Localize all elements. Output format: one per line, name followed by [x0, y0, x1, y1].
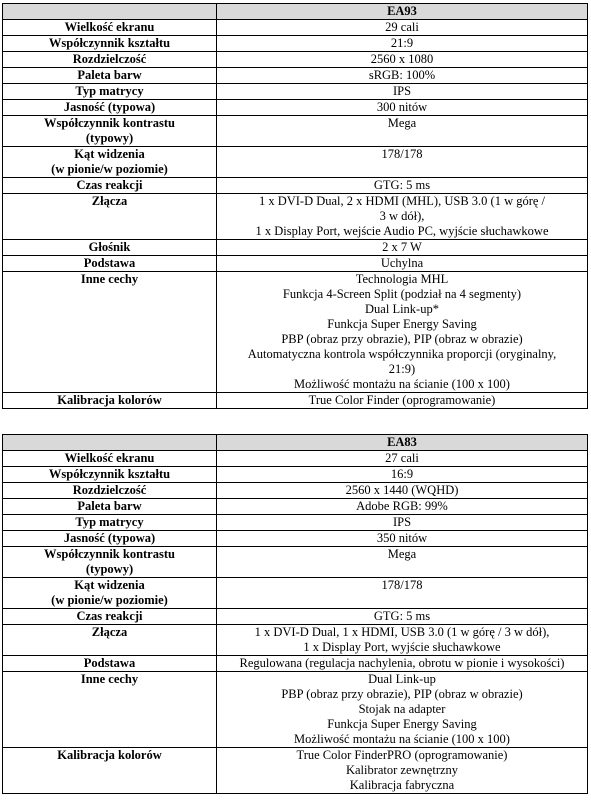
spec-value-line: 21:9	[390, 36, 414, 50]
spec-label	[3, 256, 217, 272]
spec-table-ea83	[2, 434, 588, 794]
spec-value-line: Możliwość montażu na ścianie (100 x 100)	[294, 377, 510, 391]
spec-value-line: 21:9)	[388, 362, 416, 376]
spec-value-line: 1 x DVI-D Dual, 2 x HDMI (MHL), USB 3.0 (1 w górę /	[258, 194, 546, 208]
spec-label	[3, 451, 217, 467]
spec-label-line: Kalibracja kolorów	[57, 393, 162, 407]
spec-label	[3, 178, 217, 194]
spec-value	[217, 272, 588, 393]
spec-value-line: Mega	[387, 547, 417, 561]
spec-value-line: 29 cali	[385, 20, 419, 34]
table-row	[3, 116, 588, 147]
table-row	[3, 748, 588, 794]
spec-label	[3, 499, 217, 515]
spec-value-line: 2560 x 1080	[370, 52, 434, 66]
spec-value	[217, 194, 588, 240]
spec-value-line: Adobe RGB: 99%	[356, 499, 448, 513]
spec-label-line: Rozdzielczość	[72, 483, 147, 497]
spec-label	[3, 393, 217, 409]
spec-value-line: Dual Link-up	[368, 672, 436, 686]
table-row	[3, 68, 588, 84]
table-row	[3, 467, 588, 483]
spec-value	[217, 499, 588, 515]
spec-label-line: (w pionie/w poziomie)	[51, 162, 168, 176]
spec-label-line: Paleta barw	[77, 499, 142, 513]
spec-value	[217, 84, 588, 100]
spec-value	[217, 178, 588, 194]
table-row	[3, 499, 588, 515]
spec-table-body	[3, 20, 588, 409]
spec-value-line: Możliwość montażu na ścianie (100 x 100)	[294, 732, 510, 746]
spec-value	[217, 625, 588, 656]
table-row	[3, 578, 588, 609]
table-row	[3, 625, 588, 656]
spec-value-line: 2 x 7 W	[382, 240, 422, 254]
spec-value-line: 27 cali	[385, 451, 419, 465]
spec-value-line: 16:9	[390, 467, 414, 481]
spec-label-line: Wielkość ekranu	[64, 451, 155, 465]
table-row	[3, 147, 588, 178]
spec-label	[3, 20, 217, 36]
spec-value-line: True Color Finder (oprogramowanie)	[308, 393, 496, 407]
spec-table-body	[3, 451, 588, 794]
spec-label	[3, 467, 217, 483]
spec-value	[217, 515, 588, 531]
spec-value-line: 178/178	[381, 147, 423, 161]
spec-label	[3, 116, 217, 147]
spec-label-line: Jasność (typowa)	[63, 531, 156, 545]
spec-value-line: 1 x DVI-D Dual, 1 x HDMI, USB 3.0 (1 w górę / 3 w dół),	[254, 625, 550, 639]
spec-value-line: PBP (obraz przy obrazie), PIP (obraz w obrazie)	[281, 332, 523, 346]
spec-label-line: Paleta barw	[77, 68, 142, 82]
spec-value-line: Funkcja Super Energy Saving	[327, 717, 477, 731]
spec-label-line: Współczynnik kształtu	[48, 36, 171, 50]
spec-value-line: Funkcja 4-Screen Split (podział na 4 segmenty)	[282, 287, 522, 301]
spec-label-line: Jasność (typowa)	[63, 100, 156, 114]
spec-value-line: Automatyczna kontrola współczynnika proporcji (oryginalny,	[247, 347, 557, 361]
spec-value-line: Kalibracja fabryczna	[349, 778, 455, 792]
spec-label-line: Typ matrycy	[75, 84, 144, 98]
spec-value-line: 1 x Display Port, wejście Audio PC, wyjście słuchawkowe	[255, 224, 549, 238]
spec-label-line: Głośnik	[88, 240, 131, 254]
spec-value-line: IPS	[392, 515, 412, 529]
spec-label-line: Współczynnik kontrastu	[44, 116, 175, 130]
spec-label	[3, 483, 217, 499]
spec-value	[217, 748, 588, 794]
table-row	[3, 178, 588, 194]
spec-label	[3, 748, 217, 794]
spec-value-line: Uchylna	[380, 256, 424, 270]
table-row	[3, 194, 588, 240]
spec-value-line: 350 nitów	[376, 531, 428, 545]
spec-value-line: Regulowana (regulacja nachylenia, obrotu w pionie i wysokości)	[239, 656, 565, 670]
spec-label	[3, 609, 217, 625]
spec-label	[3, 531, 217, 547]
spec-label-line: Inne cechy	[80, 672, 139, 686]
spec-label	[3, 272, 217, 393]
table-row	[3, 84, 588, 100]
spec-label	[3, 547, 217, 578]
spec-value	[217, 451, 588, 467]
table-row	[3, 483, 588, 499]
spec-value	[217, 609, 588, 625]
spec-label-line: Czas reakcji	[76, 609, 143, 623]
spec-value-line: True Color FinderPRO (oprogramowanie)	[296, 748, 508, 762]
spec-label	[3, 52, 217, 68]
spec-value	[217, 393, 588, 409]
spec-label	[3, 625, 217, 656]
spec-value	[217, 467, 588, 483]
spec-value	[217, 20, 588, 36]
header-blank-cell	[3, 435, 217, 451]
spec-label	[3, 36, 217, 52]
spec-value	[217, 547, 588, 578]
table-row	[3, 256, 588, 272]
model-header: EA93	[217, 4, 588, 20]
spec-label	[3, 578, 217, 609]
spec-value	[217, 36, 588, 52]
spec-value-line: 178/178	[381, 578, 423, 592]
spec-value-line: Funkcja Super Energy Saving	[327, 317, 477, 331]
spec-value-line: 3 w dół),	[379, 209, 425, 223]
spec-label-line: Typ matrycy	[75, 515, 144, 529]
spec-label	[3, 100, 217, 116]
spec-label-line: Podstawa	[83, 256, 136, 270]
spec-label	[3, 672, 217, 748]
spec-value-line: Dual Link-up*	[365, 302, 439, 316]
spec-value	[217, 147, 588, 178]
table-row	[3, 609, 588, 625]
spec-value	[217, 531, 588, 547]
spec-label	[3, 194, 217, 240]
spec-label-line: Współczynnik kontrastu	[44, 547, 175, 561]
spec-value-line: Stojak na adapter	[358, 702, 446, 716]
model-header: EA83	[217, 435, 588, 451]
table-row	[3, 100, 588, 116]
spec-value-line: 1 x Display Port, wyjście słuchawkowe	[303, 640, 501, 654]
spec-label-line: Złącza	[91, 625, 128, 639]
spec-label	[3, 147, 217, 178]
spec-value	[217, 483, 588, 499]
spec-label	[3, 84, 217, 100]
spec-label-line: Podstawa	[83, 656, 136, 670]
spec-label-line: Rozdzielczość	[72, 52, 147, 66]
table-row	[3, 20, 588, 36]
spec-label-line: Kalibracja kolorów	[57, 748, 162, 762]
table-header-row	[3, 435, 588, 451]
table-row	[3, 272, 588, 393]
spec-value	[217, 240, 588, 256]
spec-value	[217, 256, 588, 272]
spec-value-line: IPS	[392, 84, 412, 98]
spec-label	[3, 515, 217, 531]
spec-value-line: 300 nitów	[376, 100, 428, 114]
table-row	[3, 547, 588, 578]
spec-label-line: Inne cechy	[80, 272, 139, 286]
spec-label-line: Kąt widzenia	[74, 147, 145, 161]
spec-value-line: sRGB: 100%	[368, 68, 436, 82]
spec-label-line: (typowy)	[85, 562, 134, 576]
spec-value-line: GTG: 5 ms	[373, 609, 431, 623]
table-row	[3, 672, 588, 748]
table-row	[3, 36, 588, 52]
spec-value	[217, 578, 588, 609]
table-row	[3, 393, 588, 409]
spec-value-line: 2560 x 1440 (WQHD)	[345, 483, 459, 497]
spec-label-line: Kąt widzenia	[74, 578, 145, 592]
table-row	[3, 52, 588, 68]
spec-label-line: Czas reakcji	[76, 178, 143, 192]
spec-value-line: PBP (obraz przy obrazie), PIP (obraz w obrazie)	[281, 687, 523, 701]
table-row	[3, 240, 588, 256]
table-row	[3, 515, 588, 531]
spec-value-line: Kalibrator zewnętrzny	[345, 763, 459, 777]
spec-value	[217, 116, 588, 147]
spec-label	[3, 68, 217, 84]
spec-label	[3, 656, 217, 672]
header-blank-cell	[3, 4, 217, 20]
spec-label	[3, 240, 217, 256]
spec-label-line: (typowy)	[85, 131, 134, 145]
spec-value	[217, 656, 588, 672]
spec-label-line: Złącza	[91, 194, 128, 208]
table-row	[3, 656, 588, 672]
spec-value	[217, 68, 588, 84]
spec-value-line: GTG: 5 ms	[373, 178, 431, 192]
spec-value	[217, 100, 588, 116]
spec-value-line: Technologia MHL	[355, 272, 449, 286]
table-header-row	[3, 4, 588, 20]
spec-value	[217, 672, 588, 748]
table-row	[3, 451, 588, 467]
spec-table-ea93	[2, 3, 588, 409]
table-row	[3, 531, 588, 547]
spec-label-line: Współczynnik kształtu	[48, 467, 171, 481]
spec-value-line: Mega	[387, 116, 417, 130]
spec-label-line: Wielkość ekranu	[64, 20, 155, 34]
spec-value	[217, 52, 588, 68]
spec-label-line: (w pionie/w poziomie)	[51, 593, 168, 607]
